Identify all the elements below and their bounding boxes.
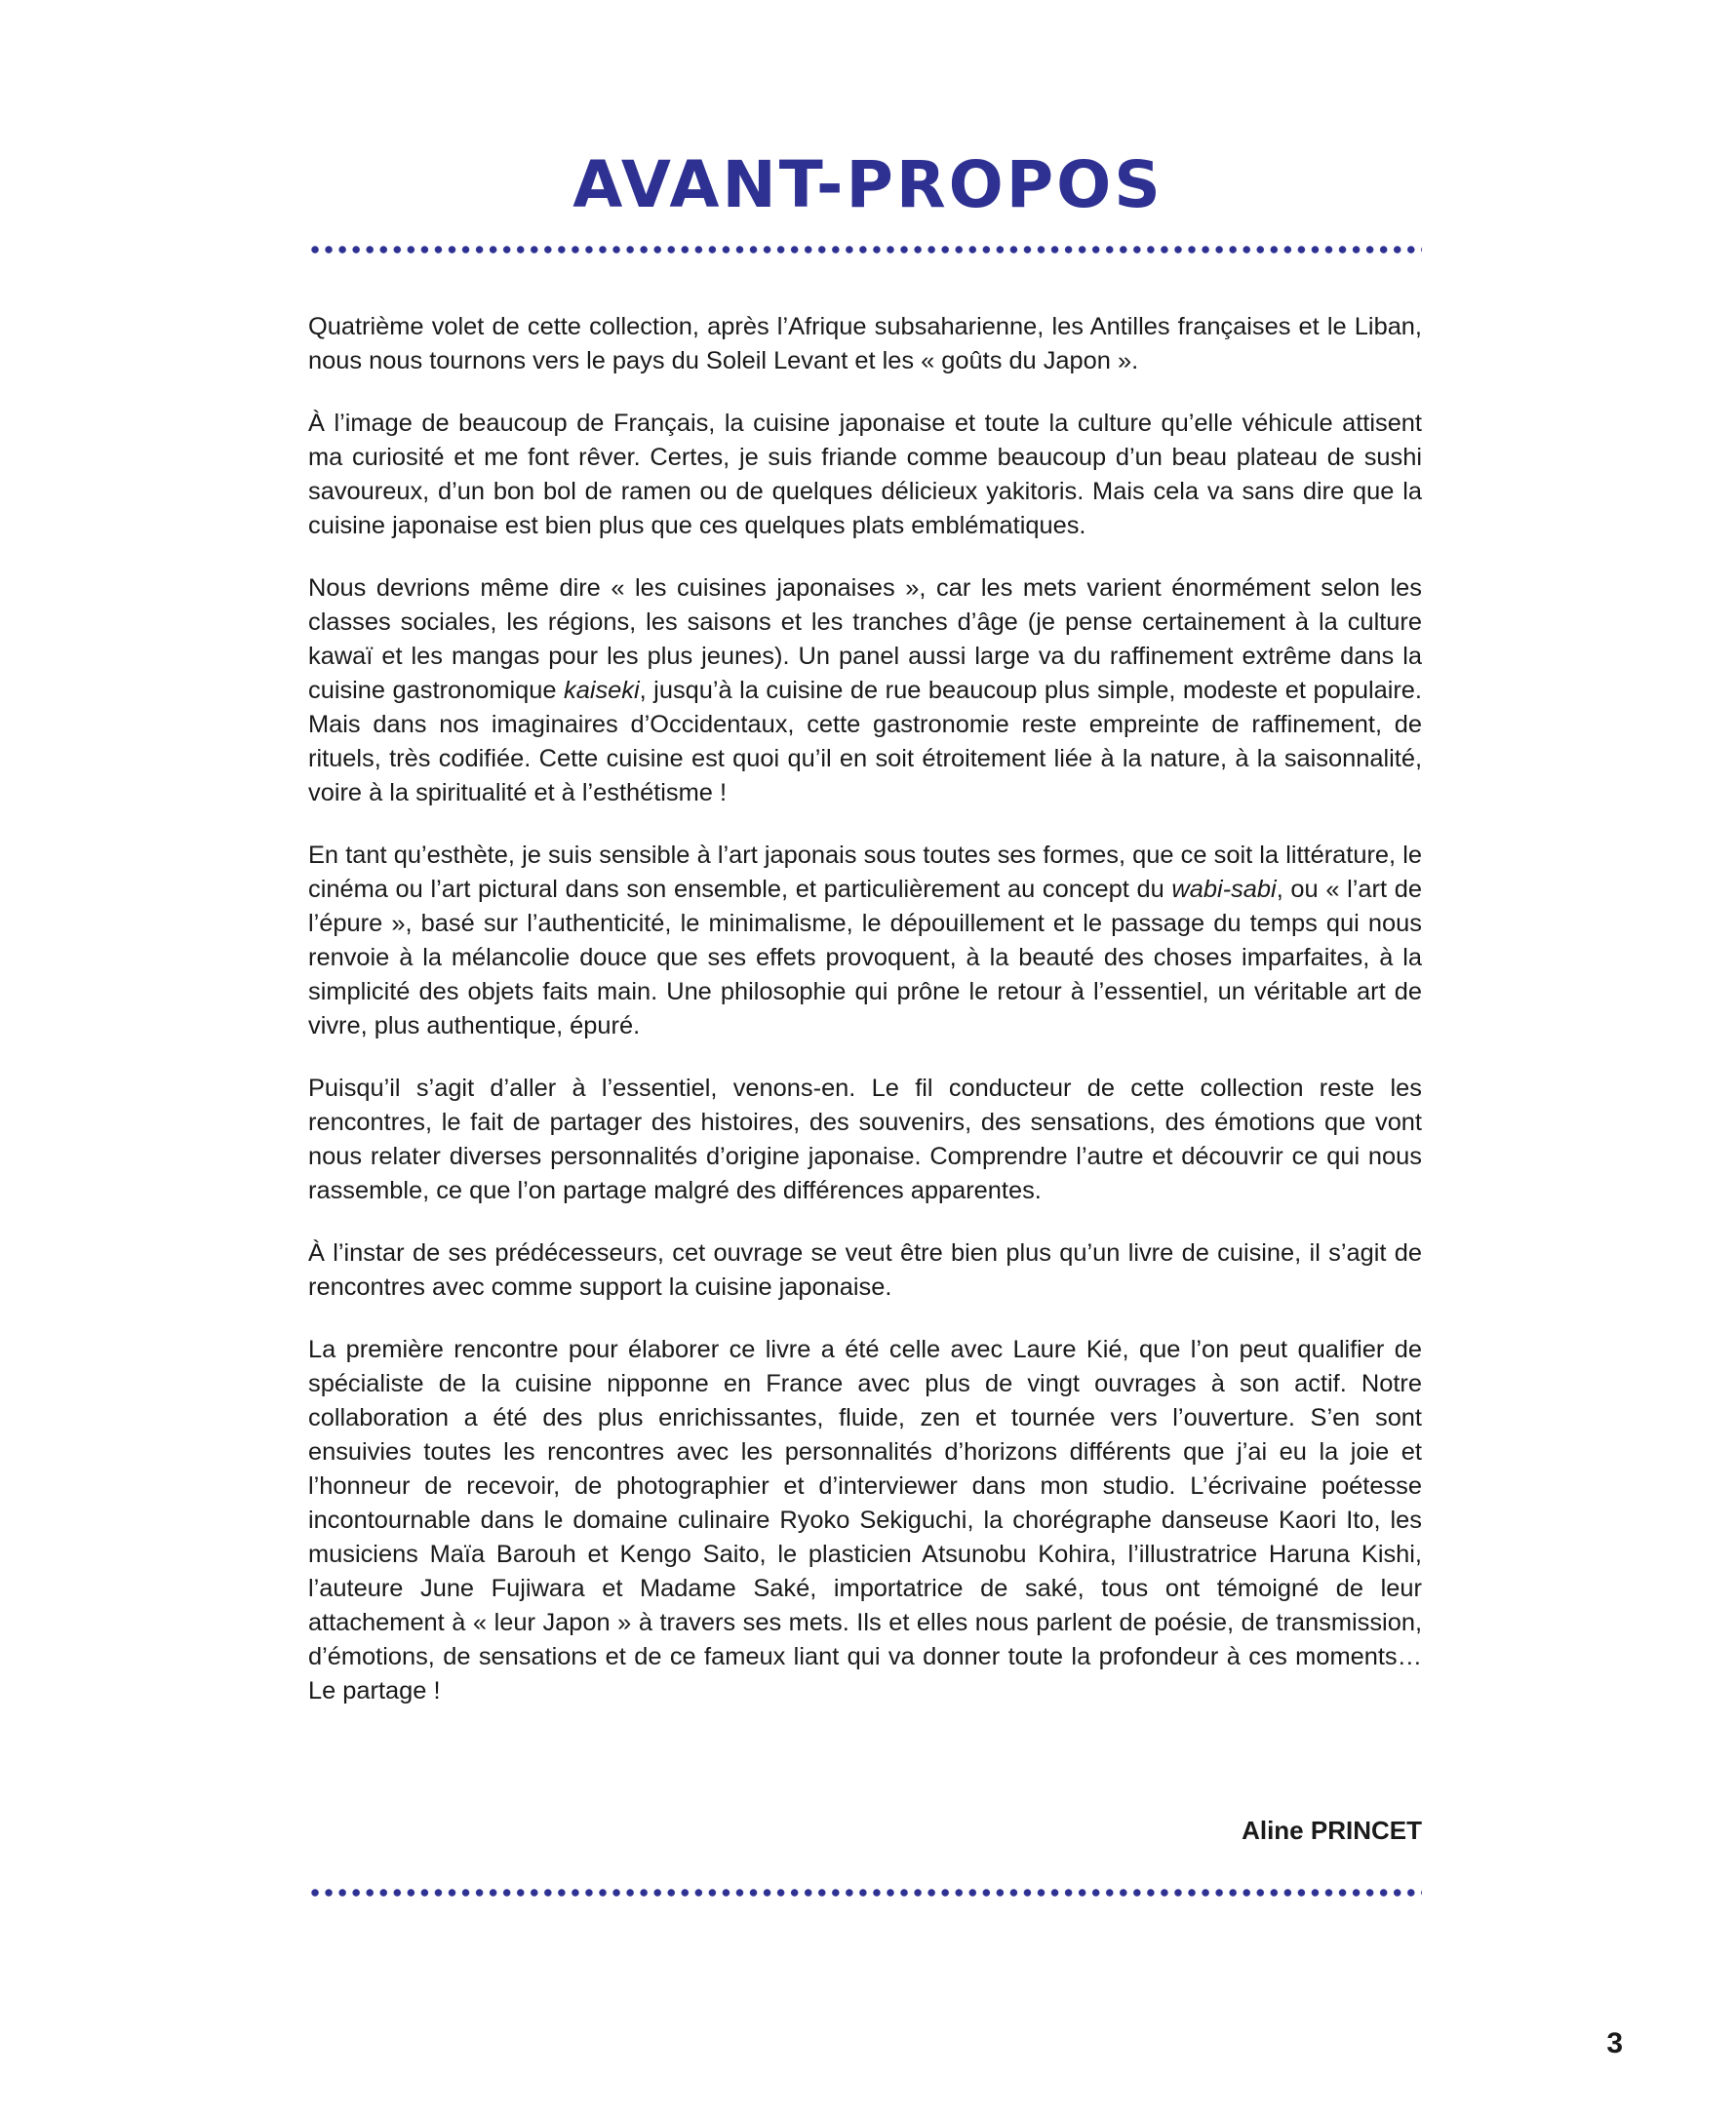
italic-term-wabi-sabi: wabi-sabi [1171, 876, 1277, 903]
paragraph-4 [308, 839, 1422, 1043]
top-dotted-divider [308, 246, 1422, 254]
italic-term-kaiseki: kaiseki [564, 677, 640, 704]
paragraph-7 [308, 1333, 1422, 1708]
paragraph-text: , jusqu’à la cuisine de rue beaucoup plus simple, modeste et populaire. Mais dans nos imaginaires d’Occidentaux, cette gastronomie reste empreinte de raffinement, de rituels, très codifiée. Cette cuisine est quoi qu’il en soit étroitement liée à la nature, à la saisonnalité, voire à la spiritualité et à l’esthétisme ! [308, 677, 1422, 806]
paragraph-text: La première rencontre pour élaborer ce livre a été celle avec Laure Kié, que l’on peut qualifier de spécialiste de la cuisine nipponne en France avec plus de vingt ouvrages à son actif. Notre collaboration a été des plus enrichissantes, fluide, zen et tournée vers l’ouverture. S’en sont ensuivies toutes les rencontres avec les personnalités d’horizons différents que j’ai eu la joie et l’honneur de recevoir, de photographier et d’interviewer dans mon studio. L’écrivaine poétesse incontournable dans le domaine culinaire Ryoko Sekiguchi, la chorégraphe danseuse Kaori Ito, les musiciens Maïa Barouh et Kengo Saito, le plasticien Atsunobu Kohira, l’illustratrice Haruna Kishi, l’auteure June Fujiwara et Madame Saké, importatrice de saké, tous ont témoigné de leur attachement à « leur Japon » à travers ses mets. Ils et elles nous parlent de poésie, de transmission, d’émotions, de sensations et de ce fameux liant qui va donner toute la profondeur à ces moments… Le partage ! [308, 1336, 1422, 1705]
paragraph-3 [308, 571, 1422, 810]
page-title: AVANT-PROPOS [572, 147, 1164, 222]
paragraph-text: À l’image de beaucoup de Français, la cuisine japonaise et toute la culture qu’elle véhicule attisent ma curiosité et me font rêver. Certes, je suis friande comme beaucoup d’un beau plateau de sushi savoureux, d’un bon bol de ramen ou de quelques délicieux yakitoris. Mais cela va sans dire que la cuisine japonaise est bien plus que ces quelques plats emblématiques. [308, 410, 1422, 539]
body-text [308, 310, 1422, 1737]
paragraph-text: Quatrième volet de cette collection, après l’Afrique subsaharienne, les Antilles françaises et le Liban, nous nous tournons vers le pays du Soleil Levant et les « goûts du Japon ». [308, 313, 1422, 374]
paragraph-5 [308, 1072, 1422, 1208]
paragraph-text: Nous devrions même dire « les cuisines japonaises », car les mets varient énormément selon les classes sociales, les régions, les saisons et les tranches d’âge (je pense certainement à la culture kawaï et les mangas pour les plus jeunes). Un panel aussi large va du raffinement extrême dans la cuisine gastronomique [308, 574, 1422, 704]
paragraph-2 [308, 407, 1422, 543]
bottom-dotted-divider [308, 1889, 1422, 1897]
page-number: 3 [1606, 2027, 1623, 2059]
paragraph-text: À l’instar de ses prédécesseurs, cet ouvrage se veut être bien plus qu’un livre de cuisine, il s’agit de rencontres avec comme support la cuisine japonaise. [308, 1239, 1422, 1301]
paragraph-1 [308, 310, 1422, 378]
signature: Aline PRINCET [1242, 1816, 1422, 1845]
paragraph-text: , ou « l’art de l’épure », basé sur l’authenticité, le minimalisme, le dépouillement et le passage du temps qui nous renvoie à la mélancolie douce que ses effets provoquent, à la beauté des choses imparfaites, à la simplicité des objets faits main. Une philosophie qui prône le retour à l’essentiel, un véritable art de vivre, plus authentique, épuré. [308, 876, 1422, 1039]
paragraph-text: Puisqu’il s’agit d’aller à l’essentiel, venons-en. Le fil conducteur de cette collection reste les rencontres, le fait de partager des histoires, des souvenirs, des sensations, des émotions que vont nous relater diverses personnalités d’origine japonaise. Comprendre l’autre et découvrir ce qui nous rassemble, ce que l’on partage malgré des différences apparentes. [308, 1075, 1422, 1204]
paragraph-text: En tant qu’esthète, je suis sensible à l’art japonais sous toutes ses formes, que ce soit la littérature, le cinéma ou l’art pictural dans son ensemble, et particulièrement au concept du [308, 842, 1422, 903]
paragraph-6 [308, 1236, 1422, 1305]
